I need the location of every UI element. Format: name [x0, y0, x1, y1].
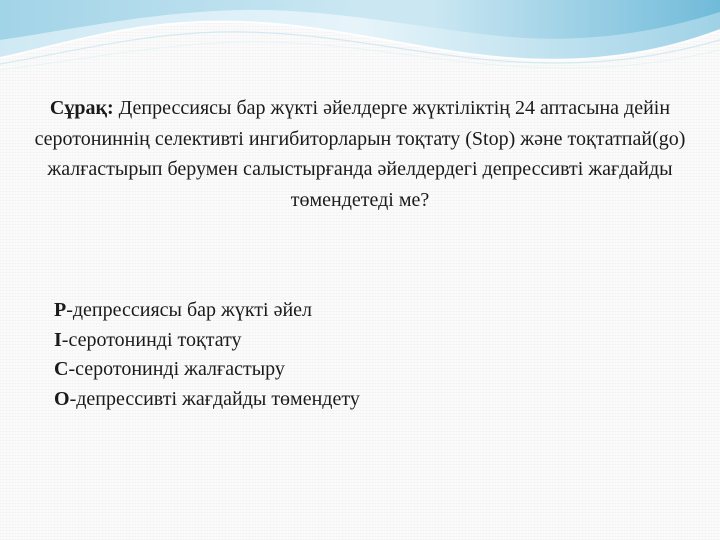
pico-text: -депрессиясы бар жүкті әйел [66, 299, 313, 321]
question-block [30, 93, 690, 215]
pico-letter: C [54, 358, 69, 380]
pico-text: -серотонинді тоқтату [61, 328, 242, 351]
pico-letter: O [54, 387, 70, 410]
pico-letter: I [54, 328, 62, 351]
pico-item-c [54, 355, 654, 385]
pico-list [54, 296, 654, 414]
pico-text: -серотонинді жалғастыру [68, 358, 285, 380]
pico-letter: P [54, 299, 67, 321]
question-label: Сұрақ: [49, 97, 114, 119]
pico-item-i [54, 326, 654, 356]
question-text: Депрессиясы бар жүкті әйелдерге жүктіліктің 24 аптасына дейін серотониннің селективті ингибиторларын тоқтату (Stop) және тоқтатпай(go) жалғастырып берумен салыстырғанда әйелдердегі депрессивті жағдайды төмендетеді ме? [34, 97, 686, 211]
pico-item-p [54, 296, 654, 326]
pico-text: -депрессивті жағдайды төмендету [69, 387, 360, 410]
pico-item-o [54, 385, 654, 415]
header-wave-decoration [0, 0, 720, 80]
